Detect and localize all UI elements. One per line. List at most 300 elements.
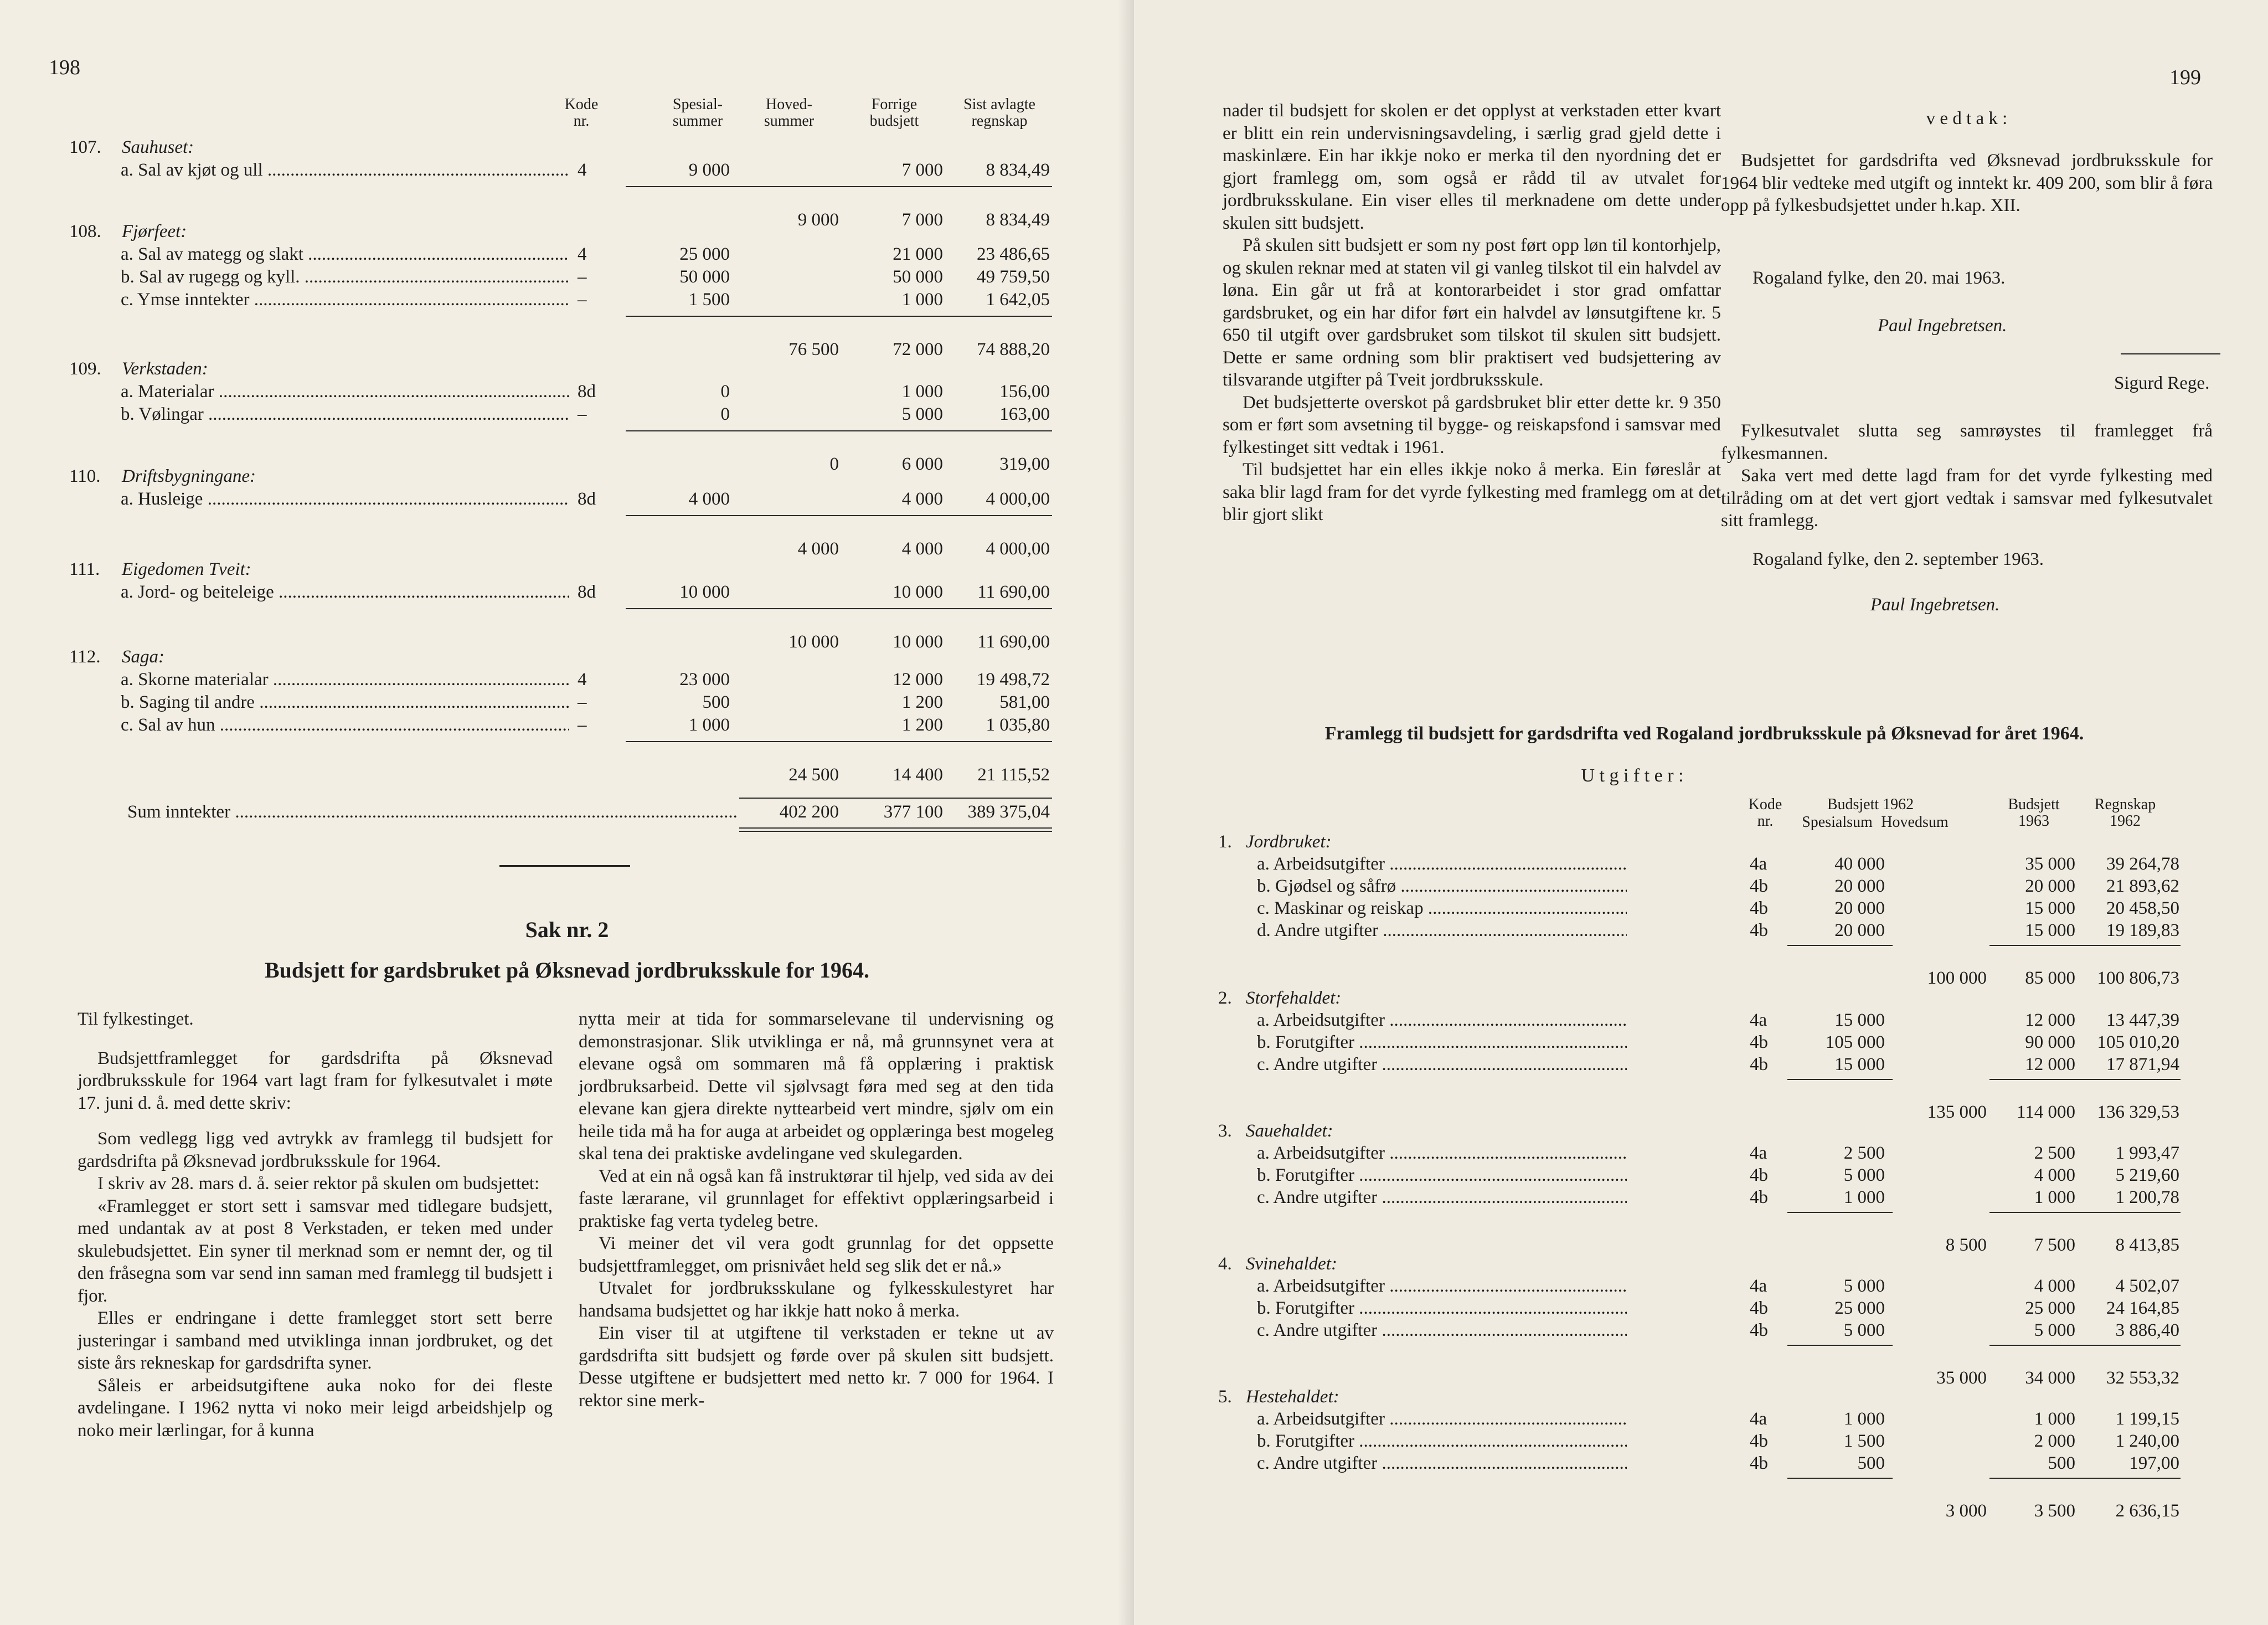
- sist-cell: 23 486,65: [977, 244, 1050, 264]
- header-hoved: Hoved- summer: [764, 96, 815, 130]
- header-spesialsum: Spesialsum: [1802, 814, 1873, 831]
- forrige-cell: 50 000: [893, 267, 943, 287]
- section-title: Verkstaden:: [122, 359, 208, 379]
- table-row: [1134, 1053, 2268, 1076]
- table-rule: [1989, 1478, 2181, 1479]
- table-rule: [1787, 1079, 1893, 1080]
- section-number: 2.: [1218, 988, 1232, 1008]
- table-row: [1134, 1452, 2268, 1474]
- spesial-cell: 50 000: [679, 267, 730, 287]
- section-total-row: [1134, 967, 2268, 989]
- spesial-cell: 500: [1857, 1453, 1885, 1473]
- spesial-cell: 10 000: [679, 582, 730, 602]
- row-label: b. Forutgifter .....: [1257, 1164, 1627, 1186]
- text-column-left: [1223, 100, 1721, 526]
- table-rule: [1787, 1212, 1893, 1213]
- section-number: 3.: [1218, 1121, 1232, 1141]
- sist-cell: 74 888,20: [977, 340, 1050, 359]
- regnskap-1962-cell: 3 886,40: [2115, 1320, 2179, 1340]
- kode-cell: 4a: [1750, 1409, 1767, 1429]
- regnskap-1962-cell: 20 458,50: [2106, 898, 2179, 918]
- section-total-row: [0, 538, 1134, 560]
- table-row: [0, 403, 1134, 425]
- hoved-cell: 0: [829, 454, 839, 474]
- regnskap-1962-cell: 100 806,73: [2097, 968, 2179, 988]
- forrige-cell: 1 200: [901, 715, 943, 735]
- row-label: a. Jord- og beiteleige .....: [121, 581, 569, 603]
- table-rule: [739, 741, 1052, 742]
- kode-cell: 8d: [578, 489, 596, 509]
- kode-cell: 4: [578, 244, 587, 264]
- row-label: b. Gjødsel og såfrø .....: [1257, 875, 1627, 897]
- section-number: 4.: [1218, 1254, 1232, 1274]
- section-title-row: [1134, 831, 2268, 853]
- paragraph: «Framlegget er stort sett i samsvar med tidlegare budsjett, med undantak av at post 8 Verkstaden, er teken med under skulebudsjettet. Ein syner til merknad som er nemnt der, og til den fråsegna som var send inn saman med framlegg til budsjett i fjor.: [78, 1196, 553, 1306]
- budsjett-1963-cell: 5 000: [2034, 1320, 2075, 1340]
- row-label: c. Ymse inntekter .....: [121, 289, 569, 311]
- utgifter-heading: U t g i f t e r :: [1581, 765, 1684, 786]
- header-hovedsum: Hovedsum: [1881, 814, 1949, 831]
- row-label: a. Materialar .....: [121, 380, 569, 403]
- spesial-cell: 9 000: [688, 160, 730, 180]
- spesial-cell: 2 500: [1843, 1143, 1885, 1163]
- spesial-cell: 40 000: [1834, 854, 1885, 874]
- table-row: [0, 691, 1134, 713]
- row-label: c. Andre utgifter .....: [1257, 1053, 1627, 1076]
- spesial-cell: 25 000: [679, 244, 730, 264]
- row-label: c. Maskinar og reiskap .....: [1257, 897, 1627, 919]
- table-row: [1134, 1031, 2268, 1053]
- table-row: [0, 266, 1134, 288]
- table-rule: [739, 831, 1052, 832]
- header-spesial: Spesial- summer: [672, 96, 723, 130]
- table-row: [1134, 853, 2268, 875]
- regnskap-1962-cell: 2 636,15: [2115, 1501, 2179, 1521]
- spesial-cell: 25 000: [1834, 1298, 1885, 1318]
- forrige-cell: 5 000: [901, 404, 943, 424]
- regnskap-1962-cell: 1 200,78: [2115, 1187, 2179, 1207]
- section-title-row: [1134, 1386, 2268, 1408]
- regnskap-1962-cell: 24 164,85: [2106, 1298, 2179, 1318]
- table-row: [0, 668, 1134, 691]
- spesial-cell: 4 000: [688, 489, 730, 509]
- row-label: b. Forutgifter .....: [1257, 1031, 1627, 1053]
- hoved-cell: 10 000: [788, 632, 839, 652]
- vedtak-text: Budsjettet for gardsdrifta ved Øksnevad jordbruksskule for 1964 blir vedteke med utgift og inntekt kr. 409 200, som blir å føra opp på fylkesbudsjettet under h.kap. XII.: [1721, 151, 2213, 215]
- kode-cell: 8d: [578, 582, 596, 602]
- text-column-right: [579, 1008, 1054, 1412]
- table-row: [0, 289, 1134, 311]
- section-number: 111.: [69, 559, 100, 579]
- budsjett-1963-cell: 7 500: [2034, 1235, 2075, 1255]
- regnskap-1962-cell: 21 893,62: [2106, 876, 2179, 896]
- regnskap-1962-cell: 136 329,53: [2097, 1102, 2179, 1122]
- sist-cell: 581,00: [999, 692, 1050, 712]
- kode-cell: 4: [578, 160, 587, 180]
- kode-cell: 4b: [1750, 1431, 1768, 1451]
- right-page: [1134, 0, 2268, 1625]
- place-date: Rogaland fylke, den 20. mai 1963.: [1752, 268, 2006, 288]
- spesial-cell: 20 000: [1834, 921, 1885, 940]
- row-label: a. Skorne materialar .....: [121, 668, 569, 691]
- row-label: c. Andre utgifter .....: [1257, 1186, 1627, 1209]
- paragraph: Budsjettframlegget for gardsdrifta på Øksnevad jordbruksskule for 1964 vart lagt fram for fylkesutvalet i møte 17. juni d. å. med dette skriv:: [78, 1048, 553, 1113]
- sum-row: [0, 801, 1134, 823]
- budsjett-1963-cell: 2 500: [2034, 1143, 2075, 1163]
- budsjett-1963-cell: 1 000: [2034, 1409, 2075, 1429]
- sist-cell: 156,00: [999, 382, 1050, 402]
- section-title: Saga:: [122, 647, 164, 667]
- regnskap-1962-cell: 32 553,32: [2106, 1368, 2179, 1388]
- row-label: c. Andre utgifter .....: [1257, 1319, 1627, 1341]
- table-rule: [739, 827, 1052, 829]
- table-row: [1134, 1430, 2268, 1452]
- forrige-cell: 1 000: [901, 290, 943, 310]
- table-rule: [739, 430, 1052, 431]
- section-title-row: [0, 136, 1134, 158]
- kode-cell: –: [578, 404, 587, 424]
- kode-cell: 4b: [1750, 1165, 1768, 1185]
- spesial-cell: 105 000: [1825, 1032, 1885, 1052]
- row-label: b. Vølingar .....: [121, 403, 569, 425]
- spesial-cell: 5 000: [1843, 1165, 1885, 1185]
- table-rule: [739, 798, 1052, 799]
- spesial-cell: 500: [702, 692, 730, 712]
- hoved-cell: 8 500: [1945, 1235, 1987, 1255]
- forrige-cell: 4 000: [901, 489, 943, 509]
- row-label: a. Husleige .....: [121, 488, 569, 510]
- table-row: [1134, 1164, 2268, 1186]
- kode-cell: 4b: [1750, 876, 1768, 896]
- row-label: c. Andre utgifter .....: [1257, 1452, 1627, 1474]
- table-rule: [739, 608, 1052, 609]
- paragraph: På skulen sitt budsjett er som ny post ført opp løn til kontorhjelp, og skulen reknar med at staten vil gi vanleg tilskot til ein halvdel av løna. Ein går ut frå at kontorarbeidet i stor grad omfattar gardsbruket, og ein har difor ført ein halvdel av lønsutgiftene kr. 5 650 til utgift over gardsbruket som tilskot til skulen sitt budsjett. Dette er same ordning som blir praktisert ved budsjettering av tilsvarande utgifter på Tveit jordbruksskule.: [1223, 235, 1721, 390]
- table-row: [1134, 919, 2268, 942]
- kode-cell: 8d: [578, 382, 596, 402]
- sist-cell: 4 000,00: [986, 539, 1050, 559]
- row-label: a. Arbeidsutgifter .....: [1257, 1408, 1627, 1430]
- hoved-cell: 9 000: [797, 210, 839, 230]
- budsjett-1963-cell: 4 000: [2034, 1276, 2075, 1296]
- section-number: 108.: [69, 222, 101, 241]
- forrige-cell: 7 000: [901, 210, 943, 230]
- regnskap-1962-cell: 5 219,60: [2115, 1165, 2179, 1185]
- paragraph: Ved at ein nå også kan få instruktørar til hjelp, ved sida av dei faste lærarane, vil grunnlaget for effektivt opplæringsarbeid i praktiske fag verta tydeleg betre.: [579, 1166, 1054, 1231]
- budsjett-1963-cell: 500: [2048, 1453, 2075, 1473]
- header-budsjett-1963: Budsjett 1963: [2008, 796, 2060, 830]
- row-label: a. Arbeidsutgifter .....: [1257, 1142, 1627, 1164]
- section-title-row: [0, 358, 1134, 380]
- table-row: [0, 581, 1134, 603]
- spesial-cell: 1 000: [688, 715, 730, 735]
- hoved-cell: 402 200: [779, 802, 839, 822]
- section-number: 110.: [69, 466, 101, 486]
- kode-cell: 4b: [1750, 1187, 1768, 1207]
- sist-cell: 11 690,00: [977, 632, 1050, 652]
- table-row: [1134, 875, 2268, 897]
- section-title: Sauehaldet:: [1246, 1121, 1333, 1141]
- kode-cell: –: [578, 715, 587, 735]
- kode-cell: 4a: [1750, 854, 1767, 874]
- row-label: a. Sal av mategg og slakt .....: [121, 243, 569, 265]
- hoved-cell: 135 000: [1927, 1102, 1987, 1122]
- table-rule: [626, 186, 739, 187]
- header-forrige: Forrige budsjett: [869, 96, 919, 130]
- budsjett-1963-cell: 85 000: [2025, 968, 2075, 988]
- signature-line: [2121, 353, 2220, 354]
- table-row: [1134, 1142, 2268, 1164]
- section-title-row: [1134, 987, 2268, 1009]
- sist-cell: 389 375,04: [967, 802, 1050, 822]
- forrige-cell: 1 200: [901, 692, 943, 712]
- page-number: 198: [49, 56, 80, 79]
- spesial-cell: 15 000: [1834, 1055, 1885, 1074]
- header-kode: Kode nr.: [564, 96, 599, 130]
- table-row: [1134, 1319, 2268, 1341]
- section-title-row: [1134, 1120, 2268, 1142]
- section-title: Storfehaldet:: [1246, 988, 1342, 1008]
- budsjett-1963-cell: 15 000: [2025, 921, 2075, 940]
- vedtak-heading: v e d t a k :: [1926, 109, 2008, 128]
- kode-cell: 4b: [1750, 1055, 1768, 1074]
- paragraph: Elles er endringane i dette framlegget stort sett berre justeringar i samband med utviklinga innan jordbruket, og det siste års rekneskap for gardsdrifta syner.: [78, 1308, 553, 1373]
- regnskap-1962-cell: 17 871,94: [2106, 1055, 2179, 1074]
- section-title: Fjørfeet:: [122, 222, 187, 241]
- sak-title: Budsjett for gardsbruket på Øksnevad jordbruksskule for 1964.: [264, 958, 869, 983]
- hoved-cell: 4 000: [797, 539, 839, 559]
- section-title: Driftsbygningane:: [122, 466, 256, 486]
- section-number: 107.: [69, 137, 101, 157]
- spesial-cell: 5 000: [1843, 1320, 1885, 1340]
- section-total-row: [1134, 1500, 2268, 1522]
- section-title-row: [0, 220, 1134, 243]
- sist-cell: 8 834,49: [986, 160, 1050, 180]
- row-label: b. Saging til andre .....: [121, 691, 569, 713]
- signature: Sigurd Rege.: [2114, 373, 2210, 393]
- spesial-cell: 1 000: [1843, 1187, 1885, 1207]
- table-row: [0, 488, 1134, 510]
- regnskap-1962-cell: 1 993,47: [2115, 1143, 2179, 1163]
- fylkesutvalet-block: [1721, 420, 2213, 532]
- table-rule: [1989, 1079, 2181, 1080]
- section-title: Sauhuset:: [122, 137, 194, 157]
- table-rule: [739, 316, 1052, 317]
- forrige-cell: 14 400: [893, 765, 943, 785]
- hoved-cell: 35 000: [1936, 1368, 1987, 1388]
- spesial-cell: 20 000: [1834, 898, 1885, 918]
- hoved-cell: 100 000: [1927, 968, 1987, 988]
- row-label: a. Arbeidsutgifter .....: [1257, 1009, 1627, 1031]
- fylkesutvalet-text: Fylkesutvalet slutta seg samrøystes til framlegget frå fylkesmannen.: [1721, 421, 2213, 464]
- vedtak-text-block: [1721, 150, 2213, 217]
- section-number: 5.: [1218, 1387, 1232, 1407]
- section-title: Svinehaldet:: [1246, 1254, 1337, 1274]
- budsjett-1963-cell: 114 000: [2016, 1102, 2075, 1122]
- kode-cell: –: [578, 692, 587, 712]
- paragraph: nytta meir at tida for sommarselevane til undervisning og demonstrasjonar. Slik utviklinga er nå, må grunnsynet vera at elevane også om sommaren må få opplæring i praktisk jordbruksarbeid. Dette vil sjølvsagt føra med seg at den tida elevane kan gjera direkte nyttearbeid vert mindre, sjølv om ein heile tida må ha for auga at arbeidet og opplæringa best mogeleg skal tena dei praktiske avdelingane ved skulegarden.: [579, 1009, 1054, 1164]
- kode-cell: 4: [578, 670, 587, 690]
- section-title-row: [1134, 1253, 2268, 1275]
- section-number: 112.: [69, 647, 101, 667]
- forrige-cell: 12 000: [893, 670, 943, 690]
- forrige-cell: 377 100: [883, 802, 943, 822]
- table-rule: [626, 316, 739, 317]
- sist-cell: 49 759,50: [977, 267, 1050, 287]
- forrige-cell: 1 000: [901, 382, 943, 402]
- table-row: [1134, 1275, 2268, 1297]
- paragraph: I skriv av 28. mars d. å. seier rektor på skulen om budsjettet:: [97, 1174, 540, 1194]
- forrige-cell: 72 000: [893, 340, 943, 359]
- paragraph: Såleis er arbeidsutgiftene auka noko for dei fleste avdelingane. I 1962 nytta vi noko meir leigd arbeidshjelp og noko meir lærlingar, for å kunna: [78, 1375, 553, 1441]
- kode-cell: 4b: [1750, 1320, 1768, 1340]
- section-title-row: [0, 646, 1134, 668]
- budsjett-1963-cell: 12 000: [2025, 1055, 2075, 1074]
- table-row: [0, 159, 1134, 181]
- row-label: b. Forutgifter .....: [1257, 1430, 1627, 1452]
- table-row: [0, 714, 1134, 736]
- kode-cell: 4b: [1750, 1453, 1768, 1473]
- paragraph: Vi meiner det vil vera godt grunnlag for det oppsette budsjettframlegget, om prisnivået held seg slik det er nå.»: [579, 1233, 1054, 1276]
- spesial-cell: 0: [720, 382, 730, 402]
- table-rule: [626, 608, 739, 609]
- kode-cell: 4b: [1750, 898, 1768, 918]
- sist-cell: 4 000,00: [986, 489, 1050, 509]
- budsjett-1963-cell: 2 000: [2034, 1431, 2075, 1451]
- fylkesutvalet-text: Saka vert med dette lagd fram for det vyrde fylkesting med tilråding om at det vert gjort vedtak i samsvar med fylkesutvalet sitt framlegg.: [1721, 466, 2213, 531]
- header-regnskap-1962: Regnskap 1962: [2094, 796, 2156, 830]
- header-kode: Kode nr.: [1748, 796, 1782, 830]
- table-rule: [739, 515, 1052, 516]
- spesial-cell: 20 000: [1834, 876, 1885, 896]
- section-title: Hestehaldet:: [1246, 1387, 1339, 1407]
- table-rule: [1787, 1345, 1893, 1346]
- kode-cell: 4b: [1750, 1298, 1768, 1318]
- spesial-cell: 1 500: [688, 290, 730, 310]
- table-rule: [1989, 945, 2181, 946]
- forrige-cell: 7 000: [901, 160, 943, 180]
- sist-cell: 319,00: [999, 454, 1050, 474]
- section-total-row: [0, 764, 1134, 786]
- regnskap-1962-cell: 1 240,00: [2115, 1431, 2179, 1451]
- row-label: Sum inntekter .....: [127, 801, 736, 823]
- regnskap-1962-cell: 105 010,20: [2097, 1032, 2179, 1052]
- section-title: Jordbruket:: [1246, 832, 1332, 852]
- table-rule: [739, 186, 1052, 187]
- text-column-left: [78, 1008, 553, 1442]
- row-label: b. Forutgifter .....: [1257, 1297, 1627, 1319]
- regnskap-1962-cell: 19 189,83: [2106, 921, 2179, 940]
- header-budsjett-1962: Budsjett 1962: [1827, 796, 1914, 813]
- section-total-row: [0, 338, 1134, 361]
- table-rule: [1787, 1478, 1893, 1479]
- forrige-cell: 4 000: [901, 539, 943, 559]
- budsjett-1963-cell: 15 000: [2025, 898, 2075, 918]
- budsjett-1963-cell: 90 000: [2025, 1032, 2075, 1052]
- budsjett-1963-cell: 3 500: [2034, 1501, 2075, 1521]
- row-label: a. Arbeidsutgifter .....: [1257, 1275, 1627, 1297]
- paragraph: Som vedlegg ligg ved avtrykk av framlegg til budsjett for gardsdrifta på Øksnevad jordbruksskule for 1964.: [78, 1129, 553, 1171]
- spesial-cell: 15 000: [1834, 1010, 1885, 1030]
- forrige-cell: 10 000: [893, 582, 943, 602]
- kode-cell: 4b: [1750, 1032, 1768, 1052]
- regnskap-1962-cell: 4 502,07: [2115, 1276, 2179, 1296]
- kode-cell: 4b: [1750, 921, 1768, 940]
- regnskap-1962-cell: 13 447,39: [2106, 1010, 2179, 1030]
- section-title-row: [0, 465, 1134, 487]
- row-label: a. Sal av kjøt og ull .....: [121, 159, 569, 181]
- section-number: 109.: [69, 359, 101, 379]
- budsjett-1963-cell: 20 000: [2025, 876, 2075, 896]
- regnskap-1962-cell: 1 199,15: [2115, 1409, 2179, 1429]
- budsjett-1963-cell: 4 000: [2034, 1165, 2075, 1185]
- section-title: Eigedomen Tveit:: [122, 559, 251, 579]
- table-row: [1134, 897, 2268, 919]
- section-title-row: [0, 558, 1134, 580]
- table-row: [0, 380, 1134, 403]
- table-rule: [1989, 1345, 2181, 1346]
- sist-cell: 21 115,52: [977, 765, 1050, 785]
- hoved-cell: 24 500: [788, 765, 839, 785]
- kode-cell: 4a: [1750, 1276, 1767, 1296]
- hoved-cell: 3 000: [1945, 1501, 1987, 1521]
- table-rule: [626, 741, 739, 742]
- forrige-cell: 21 000: [893, 244, 943, 264]
- row-label: a. Arbeidsutgifter .....: [1257, 853, 1627, 875]
- kode-cell: –: [578, 290, 587, 310]
- spesial-cell: 5 000: [1843, 1276, 1885, 1296]
- sist-cell: 163,00: [999, 404, 1050, 424]
- paragraph: Ein viser til at utgiftene til verkstaden er tekne ut av gardsdrifta sitt budsjett og førde over på skulen sitt budsjett. Desse utgiftene er budsjettert med netto kr. 7 000 for 1964. I rektor sine merk-: [579, 1323, 1054, 1411]
- sak-heading: Sak nr. 2: [525, 917, 609, 942]
- table-row: [1134, 1009, 2268, 1031]
- regnskap-1962-cell: 197,00: [2129, 1453, 2179, 1473]
- budsjett-1963-cell: 12 000: [2025, 1010, 2075, 1030]
- section-divider: [499, 865, 630, 867]
- hoved-cell: 76 500: [788, 340, 839, 359]
- table-row: [1134, 1408, 2268, 1430]
- spesial-cell: 1 500: [1843, 1431, 1885, 1451]
- page-number: 199: [2169, 66, 2201, 89]
- sist-cell: 8 834,49: [986, 210, 1050, 230]
- signature: Paul Ingebretsen.: [1878, 316, 2007, 336]
- sist-cell: 1 642,05: [986, 290, 1050, 310]
- regnskap-1962-cell: 8 413,85: [2115, 1235, 2179, 1255]
- section-number: 1.: [1218, 832, 1232, 852]
- budsjett-1963-cell: 25 000: [2025, 1298, 2075, 1318]
- row-label: c. Sal av hun .....: [121, 714, 569, 736]
- framlegg-title: Framlegg til budsjett for gardsdrifta ved Rogaland jordbruksskule på Øksnevad for året 1964.: [1324, 723, 2084, 744]
- budsjett-1963-cell: 35 000: [2025, 854, 2075, 874]
- table-rule: [1787, 945, 1893, 946]
- spesial-cell: 1 000: [1843, 1409, 1885, 1429]
- forrige-cell: 6 000: [901, 454, 943, 474]
- row-label: b. Sal av rugegg og kyll. .....: [121, 266, 569, 288]
- paragraph: nader til budsjett for skolen er det opplyst at verkstaden etter kvart er blitt ein rein undervisningsavdeling, i særlig grad gjeld dette i maskinlære. Ein har ikkje noko er merka til den nyordning det er gjort framlegg om, som også er rådd til av utvalet for jordbruksskulane. Ein viser elles til merknadene om dette under skulen sitt budsjett.: [1223, 101, 1721, 233]
- sist-cell: 1 035,80: [986, 715, 1050, 735]
- paragraph: Til fylkestinget.: [78, 1009, 194, 1029]
- sist-cell: 11 690,00: [977, 582, 1050, 602]
- paragraph: Til budsjettet har ein elles ikkje noko å merka. Ein føreslår at saka blir lagd fram for det vyrde fylkesting med framlegg om at det blir gjort slikt: [1223, 460, 1721, 524]
- row-label: d. Andre utgifter .....: [1257, 919, 1627, 942]
- paragraph: Det budsjetterte overskot på gardsbruket blir etter dette kr. 9 350 som er ført som avsetning til bygge- og reiskapsfond i samsvar med fylkestinget sitt vedtak i 1961.: [1223, 392, 1721, 457]
- forrige-cell: 10 000: [893, 632, 943, 652]
- budsjett-1963-cell: 1 000: [2034, 1187, 2075, 1207]
- regnskap-1962-cell: 39 264,78: [2106, 854, 2179, 874]
- table-rule: [1989, 1212, 2181, 1213]
- spesial-cell: 23 000: [679, 670, 730, 690]
- kode-cell: –: [578, 267, 587, 287]
- table-row: [1134, 1186, 2268, 1209]
